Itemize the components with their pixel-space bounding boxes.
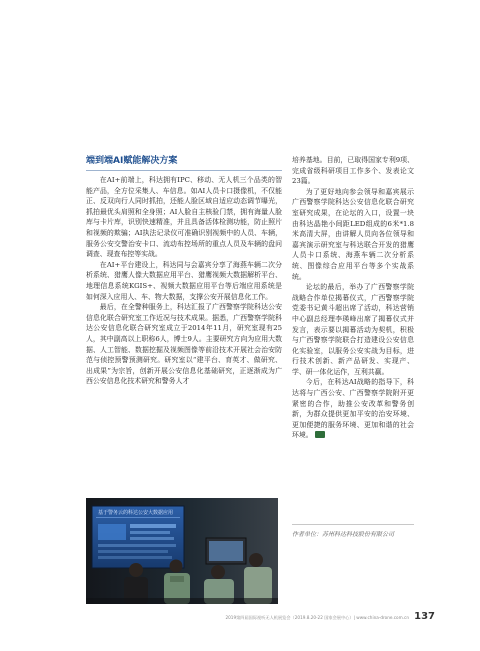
person-figure xyxy=(211,565,225,579)
screen-caption: 基于警务云的科达公安大数据应用 xyxy=(98,510,174,516)
footer-text: 2019第四届国际视听无人机展览会（2019.8.20-22 国家会展中心）| www.china-drone.com.cn xyxy=(225,615,409,620)
event-photo-illustration xyxy=(86,498,278,604)
paragraph: 在AI+前端上，科达拥有IPC、移动、无人机三个品类的智能产品，全方位采集人、车信息。如AI人员卡口摄像机，不仅能正、反双向行人同时抓拍，还能人脸区域自适应动态调节曝光，抓拍最优头肩照和全身照；AI人脸自主核验门禁，拥有海量人脸库与卡片库，识别快速精准，并且具备活体检测功能，防止照片和视频的欺骗；AI执法记录仪可准确识别视频中的人员、车辆，服务公安交警治安卡口、流动布控场所的重点人员及车辆的盘问调查、现查布控等实战。 xyxy=(86,176,282,259)
person-figure xyxy=(129,563,143,577)
page-footer xyxy=(175,612,435,624)
title-underline xyxy=(86,170,282,171)
person-figure xyxy=(249,553,263,567)
closing-paragraph-text: 今后，在科达AI战略的指导下，科达将与广西公安、广西警察学院附开更紧密的合作，助推公安改革和警务创新，为群众提供更加平安的治安环境、更加便捷的服务环境、更加和谐的社会环境。 xyxy=(292,378,414,440)
page-number: 137 xyxy=(414,611,435,622)
author-divider xyxy=(292,524,414,525)
paragraph: 为了更好地向参会领导和嘉宾展示广西警察学院科达公安信息化联合研究室研究成果，在论坛的入口，设置一块由科达晶艳小间距LED组成的6米*1.8米高清大屏，由讲解人员向各位领导和嘉宾演示研究室与科达联合开发的猎鹰人员卡口系统、海燕车辆二次分析系统、图像综合应用平台等多个实战系统。 xyxy=(292,187,414,281)
article-end-icon xyxy=(315,431,325,438)
article-right-column xyxy=(292,155,414,441)
paragraph: 论坛的最后，举办了广西警察学院战略合作单位揭幕仪式，广西警察学院党委书记黄斗超出席了活动，科达营销中心副总经理李瑛峰出席了揭幕仪式并发言，表示要以揭幕活动为契机，积极与广西警察学院联合打造建设公安信息化实验室，以服务公安实战为目标，进行技术创新、新产品研发、实现产、学、研一体化运作，互利共赢。 xyxy=(292,283,414,376)
article-left-column xyxy=(86,155,282,387)
paragraph: 最后，在全警种服务上，科达汇报了广西警察学院科达公安信息化联合研究室工作近况与技术成果。据悉，广西警察学院科达公安信息化联合研究室成立于2014年11月，研究室现有25人，其中副高以上职称6人，博士9人。主要研究方向为应用大数据、人工智能、数据挖掘及视频图像等前沿技术开展社会治安防范与侦控预警预测研究。研究室以“建平台、育英才、做研究、出成果”为宗旨，创新开展公安信息化基础研究，正逐渐成为广西公安信息化技术研究和警务人才 xyxy=(86,303,282,386)
paragraph xyxy=(292,377,414,441)
paragraph: 在AI+平台建设上，科达同与会嘉宾分享了海燕车辆二次分析系统、猎鹰人像大数据应用平台、猎鹰视频大数据解析平台、地理信息系统KGIS+、视频大数据应用平台等后端应用系统是如何深入应用人、车、物大数据，支撑公安开展信息化工作。 xyxy=(86,260,282,301)
person-figure xyxy=(170,560,183,573)
author-affiliation: 作者单位：苏州科达科技股份有限公司 xyxy=(292,531,395,538)
event-photo xyxy=(86,498,278,604)
section-title: 端到端AI赋能解决方案 xyxy=(86,156,178,166)
paragraph: 培养基地。目前，已取得国家专利9项、完成省级科研项目工作多个、发表论文23篇。 xyxy=(292,156,414,186)
